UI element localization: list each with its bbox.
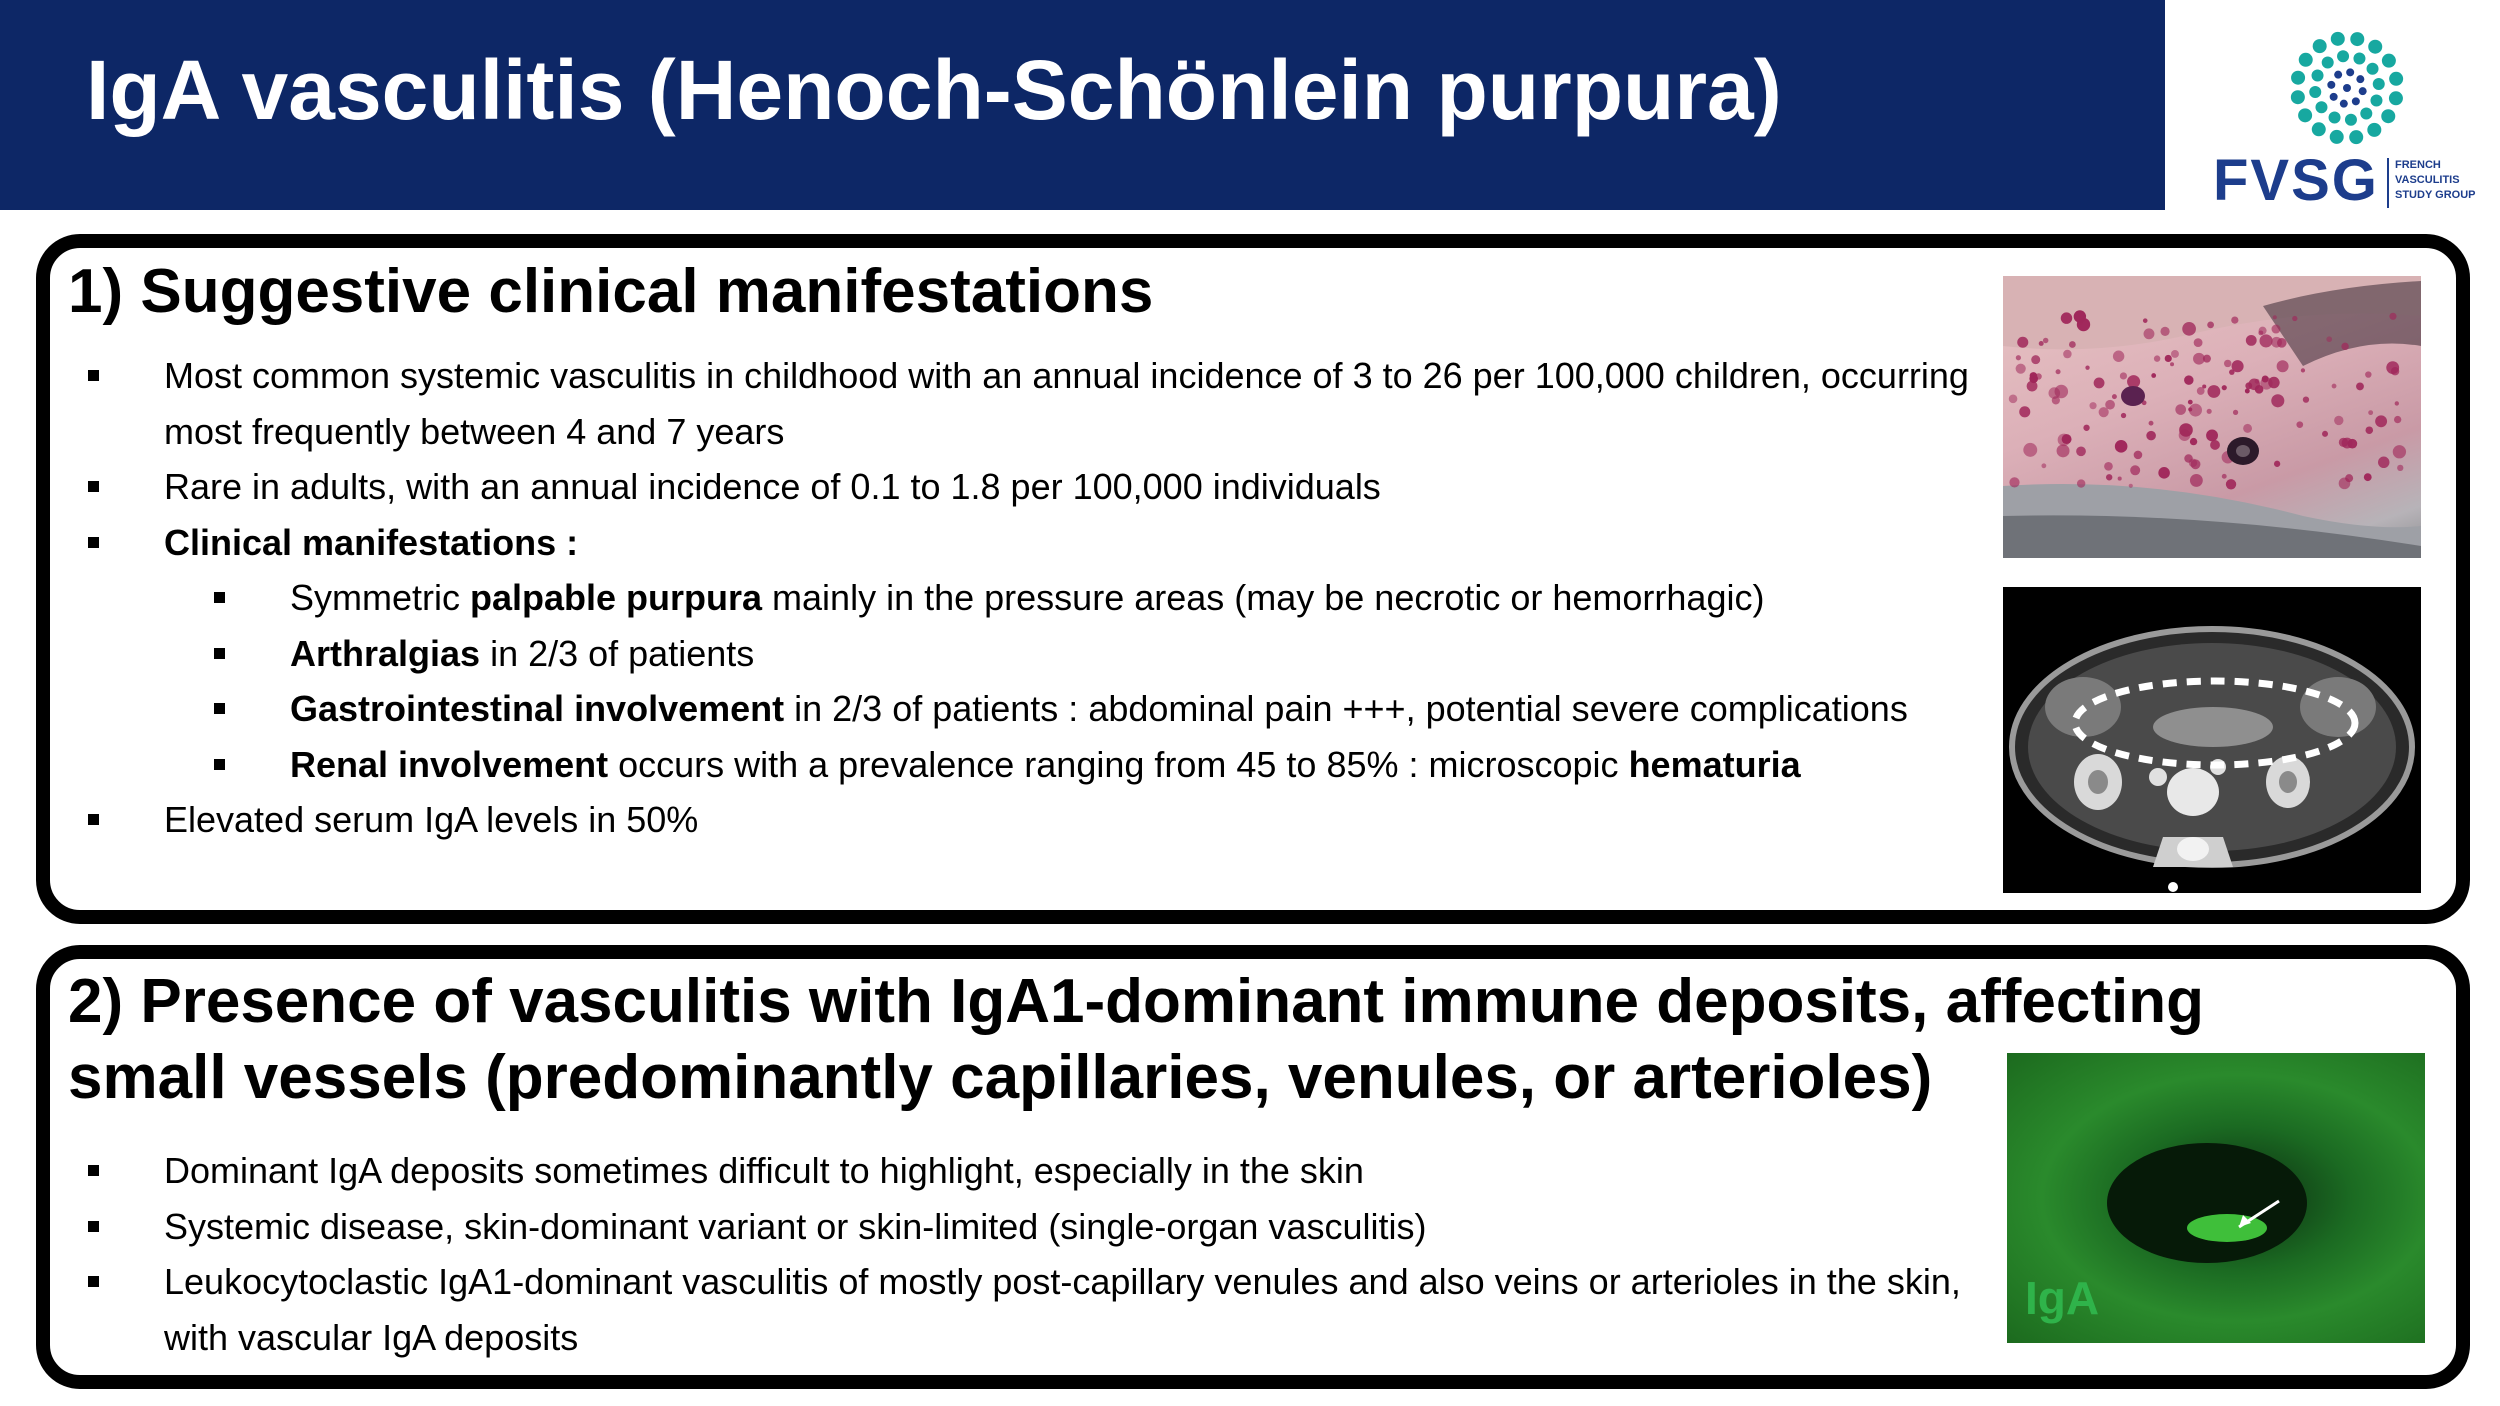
logo-dot xyxy=(2389,72,2403,86)
section2-heading: 2) Presence of vasculitis with IgA1-dominant immune deposits, affecting small vessels (predominantly capillaries, venules, or arterioles) xyxy=(68,967,2204,1112)
logo-dot xyxy=(2367,123,2381,137)
purpura-spot xyxy=(2106,474,2112,480)
purpura-spot xyxy=(2115,440,2128,453)
purpura-spot xyxy=(2245,389,2250,394)
purpura-spot xyxy=(2233,410,2238,415)
item-bold: Arthralgias xyxy=(290,632,481,674)
purpura-spot xyxy=(2077,479,2085,487)
purpura-spot xyxy=(2258,330,2263,335)
logo-dot xyxy=(2370,94,2382,106)
logo-dot xyxy=(2327,81,2335,89)
logo-dot xyxy=(2291,71,2305,85)
iga-label: IgA xyxy=(2025,1272,2100,1324)
logo-dot xyxy=(2337,50,2349,62)
item-bold: Renal involvement xyxy=(290,743,609,785)
list-item xyxy=(86,1254,1986,1365)
logo-dot xyxy=(2329,111,2341,123)
purpura-spot xyxy=(2271,337,2282,348)
purpura-spot xyxy=(2193,353,2205,365)
bullet-marker xyxy=(214,648,225,659)
purpura-spot xyxy=(2210,440,2220,450)
purpura-spot xyxy=(2076,446,2086,456)
purpura-spot xyxy=(2345,474,2353,482)
logo-dot xyxy=(2330,130,2344,144)
purpura-spot xyxy=(2016,355,2021,360)
item-text: Most common systemic vasculitis in childhood with an annual incidence of 3 to 26 per 100,000 children, occurring most frequently between 4 and 7 years xyxy=(164,355,1969,452)
purpura-spot xyxy=(2158,467,2170,479)
bullet-marker xyxy=(214,759,225,770)
purpura-spot xyxy=(2207,409,2212,414)
purpura-spot xyxy=(2160,327,2169,336)
purpura-spot xyxy=(2303,397,2309,403)
logo-dot xyxy=(2312,70,2324,82)
list-item xyxy=(86,681,1986,737)
purpura-spot xyxy=(2189,459,2197,467)
item-text: in 2/3 of patients : abdominal pain +++, potential severe complications xyxy=(784,688,1908,729)
purpura-spot xyxy=(2194,338,2203,347)
bullet-marker xyxy=(88,814,99,825)
purpura-spot xyxy=(2222,474,2227,479)
purpura-spot xyxy=(2089,402,2096,409)
purpura-spot xyxy=(2292,316,2297,321)
bullet-marker xyxy=(88,1221,99,1232)
logo-dots-icon xyxy=(2285,26,2409,150)
purpura-spot xyxy=(2113,351,2124,362)
purpura-spot xyxy=(2151,373,2156,378)
purpura-spot xyxy=(2207,321,2214,328)
purpura-spot xyxy=(2393,445,2406,458)
logo-wordmark: FVSG xyxy=(2213,148,2379,213)
logo-dot xyxy=(2331,32,2345,46)
purpura-spot xyxy=(2271,394,2284,407)
logo-dot xyxy=(2345,114,2357,126)
purpura-spot xyxy=(2041,463,2046,468)
purpura-spot xyxy=(2395,401,2399,405)
logo-sub-line: FRENCH xyxy=(2395,159,2441,171)
purpura-spot xyxy=(2394,416,2401,423)
purpura-spot xyxy=(2364,473,2372,481)
purpura-spot xyxy=(2226,479,2236,489)
purpura-spot xyxy=(2296,421,2303,428)
purpura-spot xyxy=(2030,372,2037,379)
logo-dot xyxy=(2346,68,2354,76)
list-item xyxy=(86,1199,1986,1255)
list-item xyxy=(86,1143,1986,1199)
purpura-spot xyxy=(2365,371,2371,377)
bullet-marker xyxy=(88,370,99,381)
purpura-spot xyxy=(2171,350,2179,358)
purpura-spot xyxy=(2197,387,2205,395)
logo-dot xyxy=(2291,90,2305,104)
fvsg-logo xyxy=(2195,20,2485,213)
item-text: in 2/3 of patients xyxy=(480,632,755,674)
logo-dot xyxy=(2343,84,2351,92)
purpura-spot xyxy=(2368,410,2373,415)
logo-dot xyxy=(2313,39,2327,53)
list-item xyxy=(86,459,1986,515)
purpura-spot xyxy=(2243,424,2252,433)
purpura-spot xyxy=(2175,404,2186,415)
purpura-spot xyxy=(2170,362,2174,366)
logo-dot xyxy=(2352,97,2360,105)
purpura-spot xyxy=(2121,413,2126,418)
iga-immunofluorescence-image xyxy=(2007,1053,2425,1343)
purpura-spot xyxy=(2074,310,2086,322)
purpura-spot xyxy=(2063,350,2072,359)
purpura-spot xyxy=(2179,429,2191,441)
item-text: Dominant IgA deposits sometimes difficult to highlight, especially in the skin xyxy=(164,1150,1364,1191)
purpura-spot xyxy=(2277,360,2289,372)
list-item xyxy=(86,626,1986,682)
purpura-spot xyxy=(2246,335,2257,346)
purpura-spot xyxy=(2039,341,2044,346)
bullet-marker xyxy=(214,592,225,603)
purpura-spot xyxy=(2009,395,2018,404)
purpura-spot xyxy=(2182,322,2196,336)
purpura-spot xyxy=(2016,364,2026,374)
purpura-spot xyxy=(2019,406,2030,417)
purpura-spot xyxy=(2188,407,2192,411)
bullet-marker xyxy=(88,1276,99,1287)
purpura-spot xyxy=(2143,318,2148,323)
item-text: Symmetric xyxy=(290,577,470,618)
purpura-spot xyxy=(2342,438,2353,449)
purpura-spot xyxy=(2301,368,2305,372)
purpura-spot xyxy=(2062,434,2072,444)
logo-sub-line: STUDY GROUP xyxy=(2395,189,2476,201)
logo-dot xyxy=(2334,71,2342,79)
logo-dot xyxy=(2373,78,2385,90)
purpura-spot xyxy=(2049,387,2061,399)
purpura-spot xyxy=(2222,385,2227,390)
purpura-spot xyxy=(2190,438,2197,445)
logo-dot xyxy=(2330,93,2338,101)
purpura-spot xyxy=(2112,394,2117,399)
logo-dot xyxy=(2298,108,2312,122)
purpura-spot xyxy=(2274,461,2280,467)
purpura-spot xyxy=(2144,328,2155,339)
section2-list xyxy=(86,1143,1986,1365)
logo-dot xyxy=(2381,109,2395,123)
purpura-spot xyxy=(2386,361,2399,374)
bullet-marker xyxy=(88,537,99,548)
item-text: Systemic disease, skin-dominant variant or skin-limited (single-organ vasculitis) xyxy=(164,1205,1427,1247)
list-item xyxy=(86,570,1986,626)
purpura-spot xyxy=(2397,465,2403,471)
purpura-spot xyxy=(2231,316,2238,323)
purpura-skin-photo xyxy=(2003,276,2421,558)
purpura-spot xyxy=(2378,457,2389,468)
purpura-spot xyxy=(2085,366,2089,370)
purpura-spot xyxy=(2322,431,2328,437)
list-item xyxy=(86,348,1986,459)
logo-dot xyxy=(2368,40,2382,54)
logo-divider xyxy=(2387,158,2389,208)
item-text: occurs with a prevalence ranging from 45 to 85% : microscopic xyxy=(608,743,1629,785)
purpura-spot xyxy=(2271,325,2280,334)
purpura-spot xyxy=(2057,444,2070,457)
list-item xyxy=(86,792,1986,848)
section1-heading: 1) Suggestive clinical manifestations xyxy=(68,257,1154,326)
slide-title: IgA vasculitis (Henoch-Schönlein purpura) xyxy=(86,43,1782,137)
purpura-spot xyxy=(2130,465,2140,475)
purpura-spot xyxy=(2260,377,2272,389)
purpura-spot xyxy=(2009,477,2019,487)
purpura-spot xyxy=(2129,484,2133,488)
purpura-spot xyxy=(2118,477,2122,481)
item-text: mainly in the pressure areas (may be necrotic or hemorrhagic) xyxy=(762,577,1765,618)
bullet-marker xyxy=(88,481,99,492)
purpura-spot xyxy=(2184,375,2193,384)
purpura-spot xyxy=(2083,425,2089,431)
logo-dot xyxy=(2359,87,2367,95)
purpura-spot xyxy=(2120,372,2127,379)
purpura-spot xyxy=(2099,407,2109,417)
bullet-marker xyxy=(88,1165,99,1176)
logo-dot xyxy=(2312,122,2326,136)
logo-dot xyxy=(2382,54,2396,68)
purpura-spot xyxy=(2255,379,2260,384)
purpura-spot xyxy=(2232,360,2244,372)
purpura-spot xyxy=(2326,336,2332,342)
purpura-spot xyxy=(2389,313,2396,320)
purpura-spot xyxy=(2056,369,2061,374)
purpura-spot xyxy=(2207,385,2220,398)
section1-list xyxy=(86,348,1986,848)
purpura-spot xyxy=(2094,377,2105,388)
ct-scan-graphic xyxy=(2003,587,2421,893)
logo-dot xyxy=(2309,86,2321,98)
item-text: Leukocytoclastic IgA1-dominant vasculitis of mostly post-capillary venules and also veins or arterioles in the skin, with vascular IgA deposits xyxy=(164,1261,1961,1358)
bullet-marker xyxy=(214,703,225,714)
purpura-spot xyxy=(2017,337,2028,348)
purpura-spot xyxy=(2165,355,2172,362)
logo-dot xyxy=(2299,53,2313,67)
purpura-spot xyxy=(2375,415,2387,427)
logo-subtitle xyxy=(2395,158,2475,203)
logo-dot xyxy=(2356,75,2364,83)
logo-dot xyxy=(2353,53,2365,65)
logo-sub-line: VASCULITIS xyxy=(2395,174,2460,186)
purpura-spot xyxy=(2206,430,2218,442)
purpura-spot xyxy=(2149,421,2154,426)
item-bold: Gastrointestinal involvement xyxy=(290,688,785,729)
logo-dot xyxy=(2360,108,2372,120)
purpura-spot xyxy=(2061,312,2072,323)
purpura-spot xyxy=(2334,416,2343,425)
item-text: Rare in adults, with an annual incidence of 0.1 to 1.8 per 100,000 individuals xyxy=(164,466,1381,507)
logo-dot xyxy=(2315,101,2327,113)
item-bold: palpable purpura xyxy=(470,577,763,618)
purpura-spot xyxy=(2341,343,2348,350)
purpura-spot xyxy=(2104,462,2113,471)
logo-dot xyxy=(2367,63,2379,75)
purpura-spot xyxy=(2031,355,2040,364)
list-item xyxy=(86,515,1986,571)
logo-dot xyxy=(2349,130,2363,144)
title-bar xyxy=(0,0,2165,210)
purpura-spot xyxy=(2188,400,2193,405)
purpura-spot xyxy=(2365,426,2373,434)
item-text: Elevated serum IgA levels in 50% xyxy=(164,799,699,840)
purpura-spot xyxy=(2259,334,2272,347)
purpura-spot xyxy=(2146,431,2156,441)
logo-dot xyxy=(2350,32,2364,46)
purpura-spot xyxy=(2332,384,2337,389)
purpura-spot xyxy=(2023,443,2037,457)
purpura-skin-graphic xyxy=(2003,276,2421,558)
purpura-spot xyxy=(2154,355,2160,361)
abdominal-ct-scan xyxy=(2003,587,2421,893)
purpura-spot xyxy=(2043,338,2048,343)
logo-dot xyxy=(2389,91,2403,105)
purpura-spot xyxy=(2190,474,2203,487)
list-item xyxy=(86,737,1986,793)
purpura-spot xyxy=(2273,315,2277,319)
item-bold: Clinical manifestations : xyxy=(164,521,579,563)
purpura-spot xyxy=(2356,382,2364,390)
item-bold: hematuria xyxy=(1628,743,1801,785)
purpura-spot xyxy=(2069,341,2076,348)
logo-dot xyxy=(2322,56,2334,68)
purpura-spot xyxy=(2224,360,2231,367)
purpura-spot xyxy=(2134,451,2143,460)
logo-dot xyxy=(2340,100,2348,108)
